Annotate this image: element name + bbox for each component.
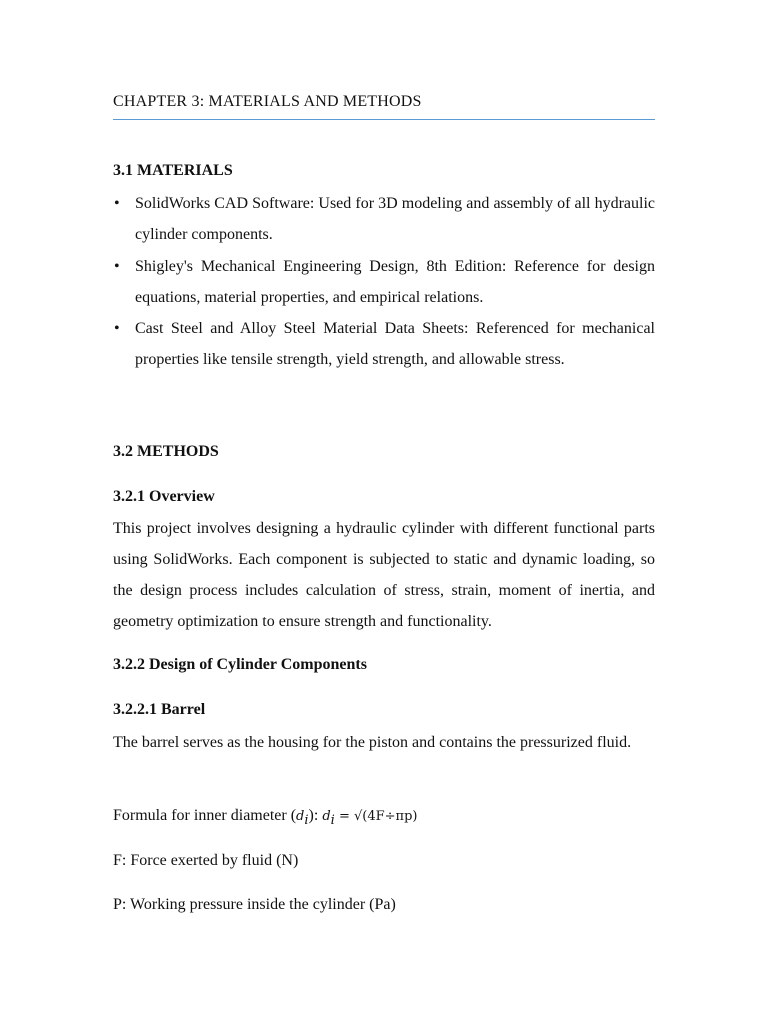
- bullet-icon: •: [114, 195, 120, 212]
- list-item: • Cast Steel and Alloy Steel Material Data Sheets: Referenced for mechanical properties like tensile strength, yield strength, and allowable stress.: [113, 313, 655, 376]
- methods-heading: 3.2 METHODS: [113, 443, 219, 460]
- chapter-divider: [113, 119, 655, 120]
- barrel-paragraph: The barrel serves as the housing for the piston and contains the pressurized fluid.: [113, 734, 632, 751]
- list-item: • Shigley's Mechanical Engineering Design, 8th Edition: Reference for design equations, material properties, and empirical relations.: [113, 251, 655, 314]
- pressure-definition: P: Working pressure inside the cylinder (Pa): [113, 896, 396, 913]
- barrel-heading: 3.2.2.1 Barrel: [113, 701, 206, 718]
- materials-list: [113, 188, 655, 376]
- design-heading: 3.2.2 Design of Cylinder Components: [113, 656, 367, 673]
- bullet-icon: •: [114, 320, 120, 338]
- list-item: • SolidWorks CAD Software: Used for 3D modeling and assembly of all hydraulic cylinder components.: [113, 188, 655, 251]
- bullet-icon: •: [114, 257, 120, 275]
- materials-heading: 3.1 MATERIALS: [113, 162, 233, 179]
- overview-paragraph: This project involves designing a hydraulic cylinder with different functional parts using SolidWorks. Each component is subjected to static and dynamic loading, so the design process includes calculation of stress, strain, moment of inertia, and geometry optimization to ensure strength and functionality.: [113, 520, 655, 630]
- overview-heading: 3.2.1 Overview: [113, 488, 215, 505]
- inner-diameter-formula: Formula for inner diameter $(d_i)$: $d_i = √(4F\div\pi p)$: [113, 807, 418, 829]
- chapter-title: CHAPTER 3: MATERIALS AND METHODS: [113, 93, 422, 110]
- force-definition: F: Force exerted by fluid (N): [113, 852, 299, 869]
